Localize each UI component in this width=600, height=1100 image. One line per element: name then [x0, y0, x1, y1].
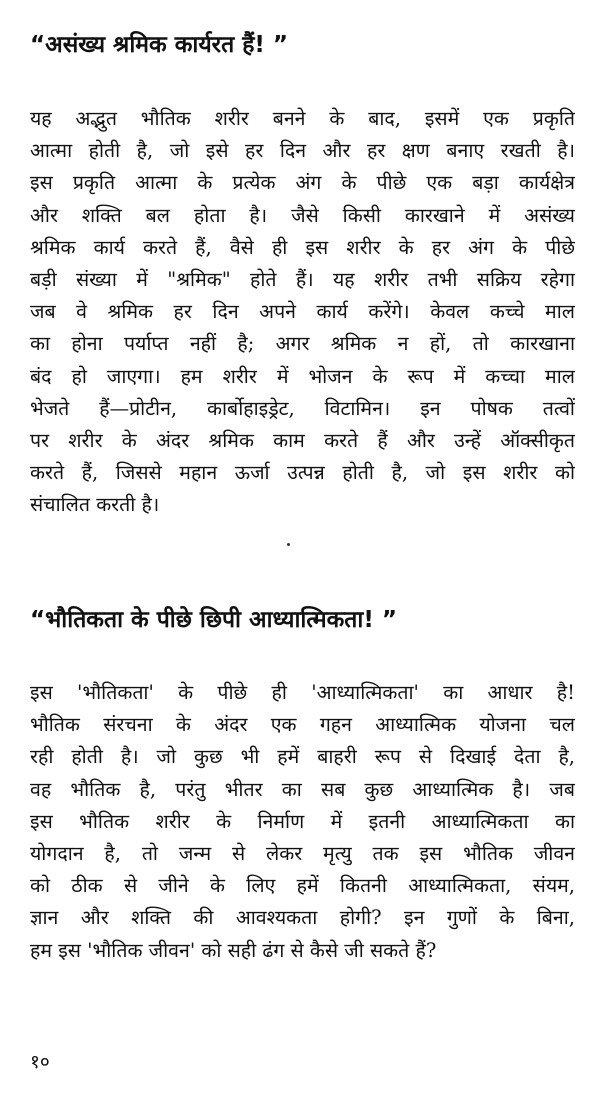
paragraph-line: रही होती है। जो कुछ भी हमें बाहरी रूप से दिखाई देता है, [30, 745, 575, 769]
section-heading-spirituality: “भौतिकता के पीछे छिपी आध्यात्मिकता! ” [30, 607, 397, 633]
paragraph-line: का होना पर्याप्त नहीं है; अगर श्रमिक न हों, तो कारखाना [30, 332, 575, 356]
paragraph-line: संचालित करती है। [30, 493, 160, 517]
paragraph-line: श्रमिक कार्य करते हैं, वैसे ही इस शरीर के हर अंग के पीछे [30, 235, 575, 259]
paragraph-line: हम इस 'भौतिक जीवन' को सही ढंग से कैसे जी सकते हैं? [30, 938, 437, 962]
paragraph-line: भौतिक संरचना के अंदर एक गहन आध्यात्मिक योजना चल [30, 713, 575, 737]
paragraph-line: ज्ञान और शक्ति की आवश्यकता होगी? इन गुणों के बिना, [30, 906, 575, 930]
paragraph-line: आत्मा होती है, जो इसे हर दिन और हर क्षण बनाए रखती है। [30, 139, 575, 163]
paragraph-line: पर शरीर के अंदर श्रमिक काम करते हैं और उन्हें ऑक्सीकृत [30, 429, 575, 453]
paragraph-line: और शक्ति बल होता है। जैसे किसी कारखाने में असंख्य [30, 203, 575, 227]
paragraph-line: को ठीक से जीने के लिए हमें कितनी आध्यात्मिकता, संयम, [30, 874, 575, 898]
paragraph-line: योगदान है, तो जन्म से लेकर मृत्यु तक इस भौतिक जीवन [30, 842, 575, 866]
paragraph-line: इस भौतिक शरीर के निर्माण में इतनी आध्यात्मिकता का [30, 809, 575, 833]
paragraph-workers [30, 103, 575, 522]
ink-speck [287, 543, 290, 546]
paragraph-spirituality [30, 677, 575, 967]
page-number: १० [30, 1051, 50, 1073]
paragraph-line: इस 'भौतिकता' के पीछे ही 'आध्यात्मिकता' का आधार है! [30, 681, 575, 704]
paragraph-line: वह भौतिक है, परंतु भीतर का सब कुछ आध्यात्मिक है। जब [30, 777, 575, 801]
section-heading-workers: “असंख्य श्रमिक कार्यरत हैं! ” [30, 32, 289, 58]
paragraph-line: करते हैं, जिससे महान ऊर्जा उत्पन्न होती है, जो इस शरीर को [30, 461, 575, 485]
paragraph-line: भेजते हैं—प्रोटीन, कार्बोहाइड्रेट, विटामिन। इन पोषक तत्वों [30, 396, 575, 420]
paragraph-line: यह अद्भुत भौतिक शरीर बनने के बाद, इसमें एक प्रकृति [30, 107, 575, 130]
paragraph-line: बड़ी संख्या में "श्रमिक" होते हैं। यह शरीर तभी सक्रिय रहेगा [30, 268, 575, 292]
paragraph-line: जब वे श्रमिक हर दिन अपने कार्य करेंगे। केवल कच्चे माल [30, 300, 575, 324]
paragraph-line: बंद हो जाएगा। हम शरीर में भोजन के रूप में कच्चा माल [30, 364, 575, 388]
paragraph-line: इस प्रकृति आत्मा के प्रत्येक अंग के पीछे एक बड़ा कार्यक्षेत्र [30, 171, 575, 195]
